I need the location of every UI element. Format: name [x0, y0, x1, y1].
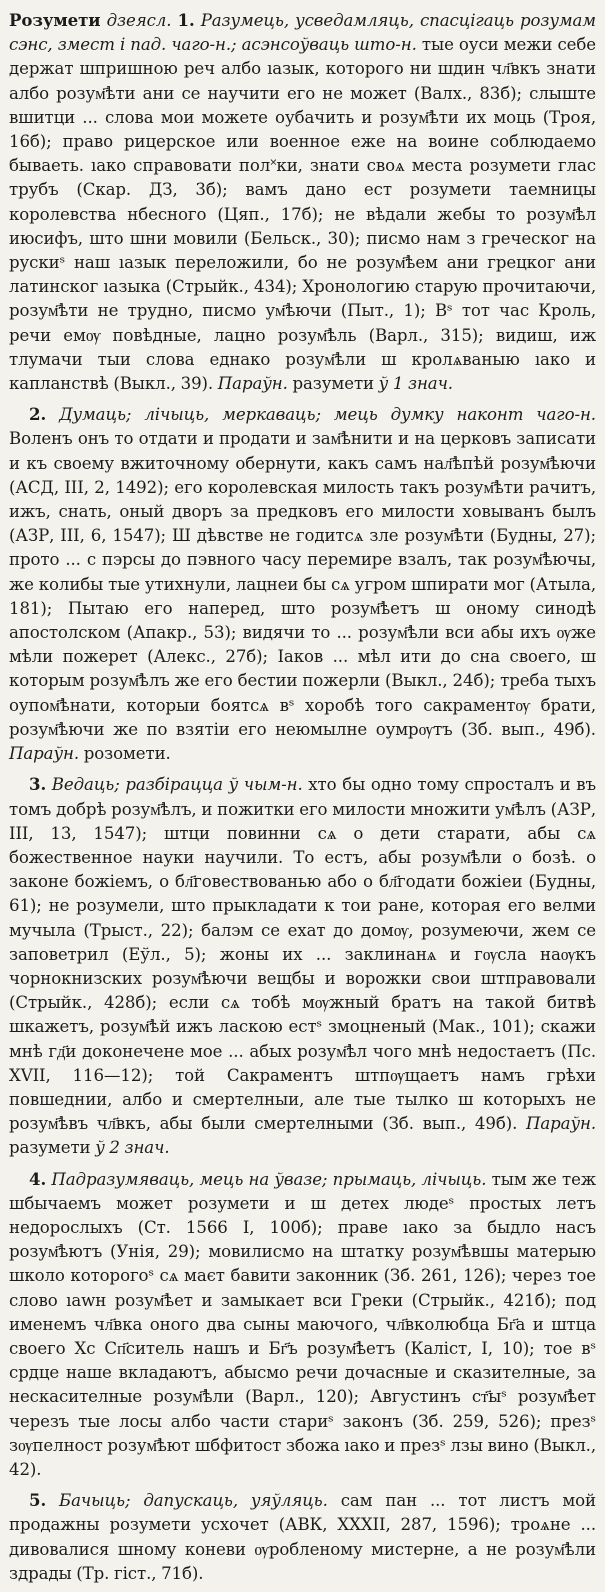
sense-gloss: Разумець, усведамляць, спасцігаць розумам сэнс, змест і пад. чаго-н.; асэнсоўваць што-н. — [9, 11, 596, 55]
sense-number: 1. — [177, 10, 195, 30]
headword: Розумети — [9, 10, 101, 30]
cross-ref-label: Параўн. — [217, 374, 288, 394]
sense-citations: тые оуси межи себе держат шпришною реч албо ıазык, которого ни шдин чл҃вкъ знати албо розум҃ѣти ани се научити его не может (Валх., 83б); слыште вшитци ... слова мои можете оубачить и розум҃ѣти их моць (Троя, 16б); право рицерское или военное еже на воине соблюдаемо бываеть. ıако справовати пол˟ки, знати своѧ места розумети глас трубъ (Скар. ДЗ, 3б); вамъ дано ест розумети таемницы королевства нбесного (Цяп., 17б); не вѣдали жебы то розум҃ѣл июсифъ, што шни мовили (Бельск., 30); писмо нам з греческог на рускиˢ наш ıазык переложили, бо не розум҃ѣем ани грецког ани латинског ıазыка (Стрыйк., 434); Хронологию старую прочитаючи, розум҃ѣти не трудно, писмо ум҃ѣючи (Пыт., 1); Вˢ тот час Кроль, речи емѹ повѣдные, лацно розум҃ѣль (Варл., 315); видиш, иж тлумачи тыи слова еднако розум҃ѣли ш кролѧваныю ıако и капланствѣ (Выкл., 39). — [9, 35, 596, 394]
sense-citations: тым же теж шбычаемъ может розумети и ш детех людеˢ простых летъ недорослыхъ (Ст. 1566 I, 100б); праве ıако за быдло насъ розум҃ѣютъ (Унія, 29); мовилисмо на штатку розум҃ѣвшы матерыю школо которогоˢ сѧ маєт бавити законник (Зб. 261, 126); через тое слово ıаwн розум҃ѣет и замыкает вси Греки (Стрыйк., 421б); под именемъ чл҃вка оного два сыны маючого, чл҃вколюбца Бг҃а и штца своего Хс Сп҃ситель нашъ и Бг҃ъ розум҃ѣетъ (Каліст, I, 10); тое вˢ срдце наше вкладаютъ, абысмо речи дочасные и сказителные, за нескасителные розум҃ѣли (Варл., 120); Августинъ ст҃ыˢ розум҃ѣет черезъ тые лосы албо части стариˢ законъ (Зб. 259, 526); презˢ зѹпелност розум҃ѣют шбфитост збожа ıако и презˢ лзы вино (Выкл., 42). — [9, 1169, 597, 1479]
sense-gloss: Бачыць; дапускаць, уяўляць. — [59, 1491, 328, 1511]
sense-number: 4. — [29, 1168, 47, 1189]
cross-ref-word: разумети — [9, 1138, 91, 1158]
sense-gloss: Думаць; лічыць, меркаваць; мець думку наконт чаго-н. — [59, 405, 596, 425]
cross-ref-word: розомети. — [83, 744, 171, 764]
sense-4 — [9, 1167, 596, 1483]
sense-citations: хто бы одно тому спросталъ и въ томъ добрѣ розум҃ѣлъ, и пожитки его милости множити ум҃ѣлъ (АЗР, III, 13, 1547); штци повинни сѧ о дети старати, абы сѧ божественное науки научили. То естъ, абы розум҃ѣли о бозѣ. о законе божіемъ, о бл҃говествованью або о бл҃годати божіеи (Будны, 61); не розумели, што прыкладати к тои ране, которая его велми мучыла (Трыст., 22); балэм се ехат до домѹ, розумеючи, жем се заповетрил (Еўл., 5); жоны их ... заклинанѧ и гѹсла наѹкъ чорнокнизских розум҃ѣючи вещбы и ворожки свои штправовали (Стрыйк., 428б); если сѧ тобѣ мѹжный братъ на такой битвѣ шкажетъ, розум҃ѣй ижъ ласкою естˢ змоцненый (Мак., 101); скажи мнѣ гд҃и доконечене мое ... абых розум҃ѣл чого мнѣ недостаетъ (Пс. XVII, 116—12); той Сакраментъ штпѹщаетъ намъ грѣхи повшеднии, албо и смертелныи, але тые тылко ш которыхъ не розум҃ѣвъ чл҃вкъ, абы были смертелными (Зб. вып., 49б). — [9, 775, 596, 1134]
sense-gloss: Падразумяваць, мець на ўвазе; прымаць, лічыць. — [51, 1169, 487, 1189]
sense-citations: Воленъ онъ то отдати и продати и зам҃ѣнити и на церковъ записати и къ своему вжиточному обернути, какъ самъ нал҃ѣпѣй розум҃ѣючи (АСД, III, 2, 1492); его королевская милость такъ розум҃ѣти рачитъ, ижъ, снать, оный дворъ за предковъ его милости ховыванъ былъ (АЗР, III, 6, 1547); Ш дѣвстве не годитсѧ зле розум҃ѣти (Будны, 27); прото ... с пэрсы до пэвного часу перемире взалъ, так розум҃ѣючы, же колибы тые утихнули, лацнеи бы сѧ угром шпирати мог (Атыла, 181); Пытаю его наперед, што розум҃ѣетъ ш оному синодѣ апостолском (Апакр., 53); видячи то ... розум҃ѣли вси абы ихъ ѹже мѣли пожерет (Алекс., 27б); Іаков ... мѣл ити до сна своего, ш которым розум҃ѣлъ же его бестии пожерли (Выкл., 24б); треба тыхъ оупом҃ѣнати, которыи боятсѧ вˢ хоробѣ того сакраментѹ брати, розум҃ѣючи же по взятiи его неюмылне оумрѹтъ (Зб. вып., 49б). — [9, 429, 596, 739]
cross-ref-label: Параўн. — [525, 1114, 596, 1134]
sense-1 — [9, 8, 596, 396]
sense-3 — [9, 772, 596, 1160]
cross-ref-word: разумети — [292, 374, 374, 394]
sense-number: 3. — [29, 774, 47, 795]
cross-ref-label: Параўн. — [9, 744, 80, 764]
sense-citations: сам пан ... тот листъ мой продажны розумети усхочет (АВК, XXXII, 287, 1596); троѧне ... дивовалися шному коневи ѹробленому мистерне, а не розум҃ѣли здрады (Тр. гіст., 71б). — [9, 1491, 596, 1583]
sense-gloss: Ведаць; разбірацца ў чым-н. — [51, 775, 303, 795]
sense-2 — [9, 402, 596, 766]
sense-number: 5. — [29, 1490, 47, 1511]
cross-ref-suffix: ў 2 знач. — [95, 1138, 170, 1158]
sense-number: 2. — [29, 404, 47, 425]
cross-ref-suffix: ў 1 знач. — [378, 374, 453, 394]
part-of-speech: дзеясл. — [106, 11, 172, 30]
sense-5 — [9, 1488, 596, 1586]
